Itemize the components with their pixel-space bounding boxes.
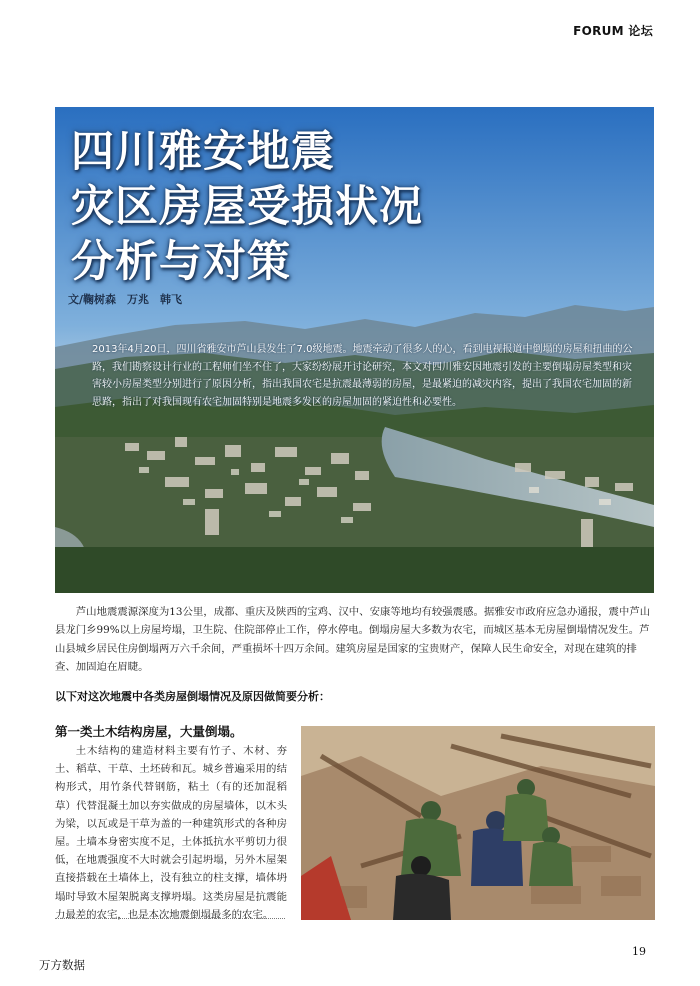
abstract-text: 2013年4月20日，四川省雅安市芦山县发生了7.0级地震。地震牵动了很多人的心，看到电视报道中倒塌的房屋和扭曲的公路，我们勘察设计行业的工程师们坐不住了，大家纷纷展开讨论研究，本文对四川雅安因地震引发的主要倒塌房屋类型和灾害较小房屋类型分别进行了原因分析，指出我国农宅是抗震最薄弱的房屋，是最紧迫的减灾内容，提出了我国农宅加固的新思路，指出了对我国现有农宅加固特别是地震多发区的房屋加固的紧迫性和必要性。	[92, 344, 633, 408]
rescue-photo	[301, 726, 655, 920]
article-title	[71, 125, 423, 290]
footer-source: 万方数据	[39, 958, 85, 972]
section-body: 土木结构的建造材料主要有竹子、木材、夯土、稻草、干草、土坯砖和瓦。城乡普遍采用的结构形式，用竹条代替钢筋，粘土（有的还加混稻草）代替混凝土加以夯实做成的房屋墙体，以木头为梁，以瓦或是干草为盖的一种建筑形式的各种房屋。土墙本身密实度不足，土体抵抗水平剪切力很低，在地震强度不大时就会引起坍塌，另外木屋架直接搭载在土墙体上，没有独立的柱支撑，墙体坍塌时导致木屋架脱离支撑坍塌。这类房屋是抗震能力最差的农宅，也是本次地震倒塌最多的农宅。	[55, 745, 287, 921]
section-heading: 第一类土木结构房屋，大量倒塌。	[55, 724, 243, 739]
title-line: 分析与对策	[71, 237, 291, 287]
title-line: 灾区房屋受损状况	[71, 182, 423, 232]
hero-banner	[55, 107, 654, 593]
intro-paragraph: 芦山地震震源深度为13公里，成都、重庆及陕西的宝鸡、汉中、安康等地均有较强震感。据雅安市政府应急办通报，震中芦山县龙门乡99%以上房屋垮塌，卫生院、住院部停止工作，停水停电。倒塌房屋大多数为农宅，而城区基本无房屋倒塌情况发生。芦山县城乡居民住房倒塌两万六千余间，严重损坏十四万余间。建筑房屋是国家的宝贵财产，保障人民生命安全，对现在建筑的排查、加固迫在眉睫。	[55, 606, 651, 673]
analysis-lead: 以下对这次地震中各类房屋倒塌情况及原因做简要分析：	[55, 690, 330, 703]
page-number: 19	[632, 945, 646, 958]
dotted-divider	[55, 918, 285, 919]
section-header: FORUM 论坛	[573, 24, 653, 38]
title-line: 四川雅安地震	[71, 127, 335, 177]
author-byline: 文/鞠树森 万兆 韩飞	[68, 293, 183, 306]
